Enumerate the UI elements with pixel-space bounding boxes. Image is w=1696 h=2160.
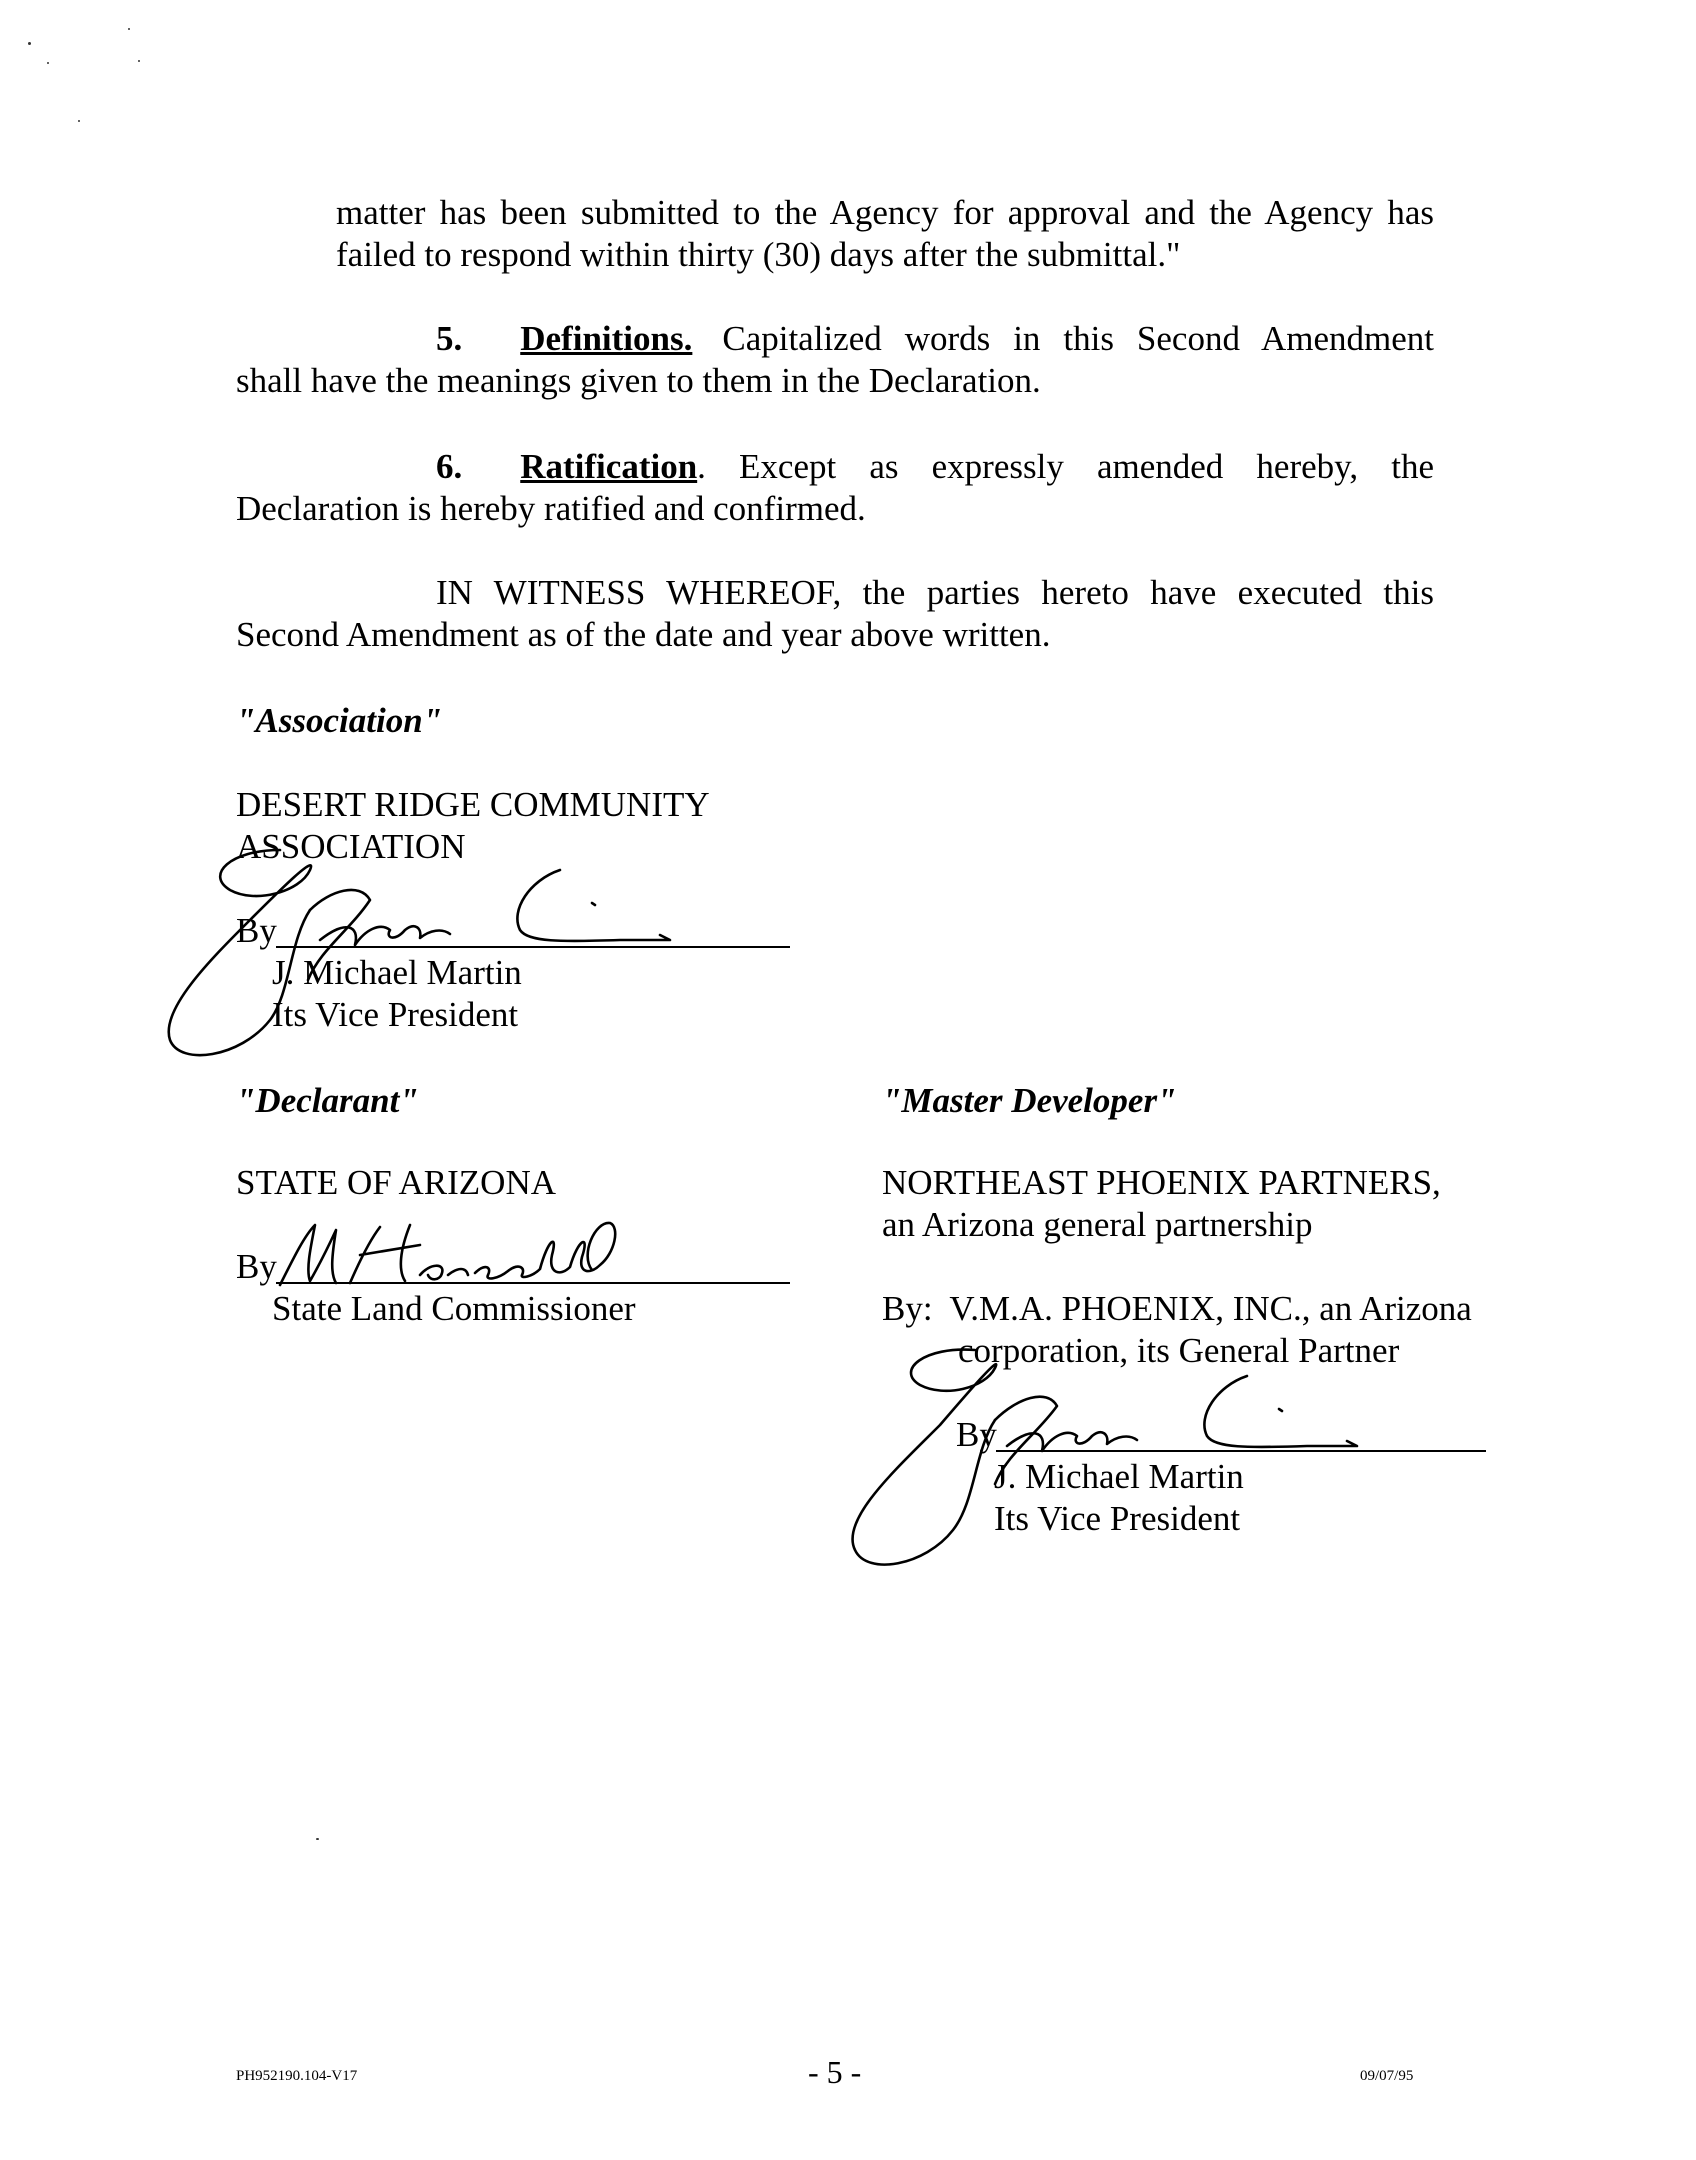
- footer-date: 09/07/95: [1360, 2068, 1414, 2084]
- scan-speck: [78, 120, 80, 122]
- footer-page-number: - 5 -: [808, 2054, 862, 2090]
- section-5-first-line: [436, 318, 1434, 360]
- section-6-text: . Except as expressly amended hereby, the: [697, 447, 1434, 486]
- association-name-line-2: ASSOCIATION: [236, 827, 466, 866]
- association-signer: J. Michael Martin: [272, 953, 522, 992]
- section-6-first-line: [436, 446, 1434, 488]
- section-5-line-2: shall have the meanings given to them in the Declaration.: [236, 361, 1041, 400]
- master-developer-signer-title: Its Vice President: [994, 1499, 1241, 1538]
- section-6-line-2: Declaration is hereby ratified and confirmed.: [236, 489, 866, 528]
- scan-speck: [316, 1838, 319, 1840]
- master-developer-by-line-1: By: V.M.A. PHOENIX, INC., an Arizona: [882, 1289, 1472, 1328]
- association-by: By: [236, 911, 277, 950]
- association-name-line-1: DESERT RIDGE COMMUNITY: [236, 785, 710, 824]
- footer-doc-id: PH952190.104-V17: [236, 2068, 358, 2084]
- master-developer-by: By: [956, 1415, 997, 1454]
- section-5-heading: Definitions.: [520, 319, 693, 358]
- declarant-label: "Declarant": [236, 1081, 419, 1120]
- association-signer-title: Its Vice President: [272, 995, 519, 1034]
- scan-speck: [138, 60, 140, 62]
- section-6-heading: Ratification: [520, 447, 698, 486]
- association-label: "Association": [236, 701, 443, 740]
- scan-speck: [28, 42, 31, 45]
- master-developer-name-line-1: NORTHEAST PHOENIX PARTNERS,: [882, 1163, 1441, 1202]
- association-signature: [160, 830, 680, 1070]
- master-developer-signature: [845, 1330, 1365, 1590]
- master-developer-name-line-2: an Arizona general partnership: [882, 1205, 1313, 1244]
- master-developer-label: "Master Developer": [882, 1081, 1177, 1120]
- scan-speck: [47, 62, 49, 64]
- declarant-by: By: [236, 1247, 277, 1286]
- section-6-number: 6.: [436, 447, 463, 486]
- declarant-name: STATE OF ARIZONA: [236, 1163, 556, 1202]
- witness-line-2: Second Amendment as of the date and year above written.: [236, 615, 1051, 654]
- declarant-signer-title: State Land Commissioner: [272, 1289, 636, 1328]
- continuation-line-2: failed to respond within thirty (30) days after the submittal.": [336, 235, 1181, 274]
- section-5-number: 5.: [436, 319, 463, 358]
- master-developer-signer: J. Michael Martin: [994, 1457, 1244, 1496]
- section-5-text: Capitalized words in this Second Amendment: [722, 319, 1434, 358]
- declarant-signature: [270, 1215, 690, 1295]
- scan-speck: [128, 28, 130, 30]
- master-developer-by-line-2: corporation, its General Partner: [958, 1331, 1400, 1370]
- continuation-line-1: matter has been submitted to the Agency for approval and the Agency has: [336, 193, 1434, 232]
- witness-line-1: IN WITNESS WHEREOF, the parties hereto have executed this: [436, 573, 1434, 612]
